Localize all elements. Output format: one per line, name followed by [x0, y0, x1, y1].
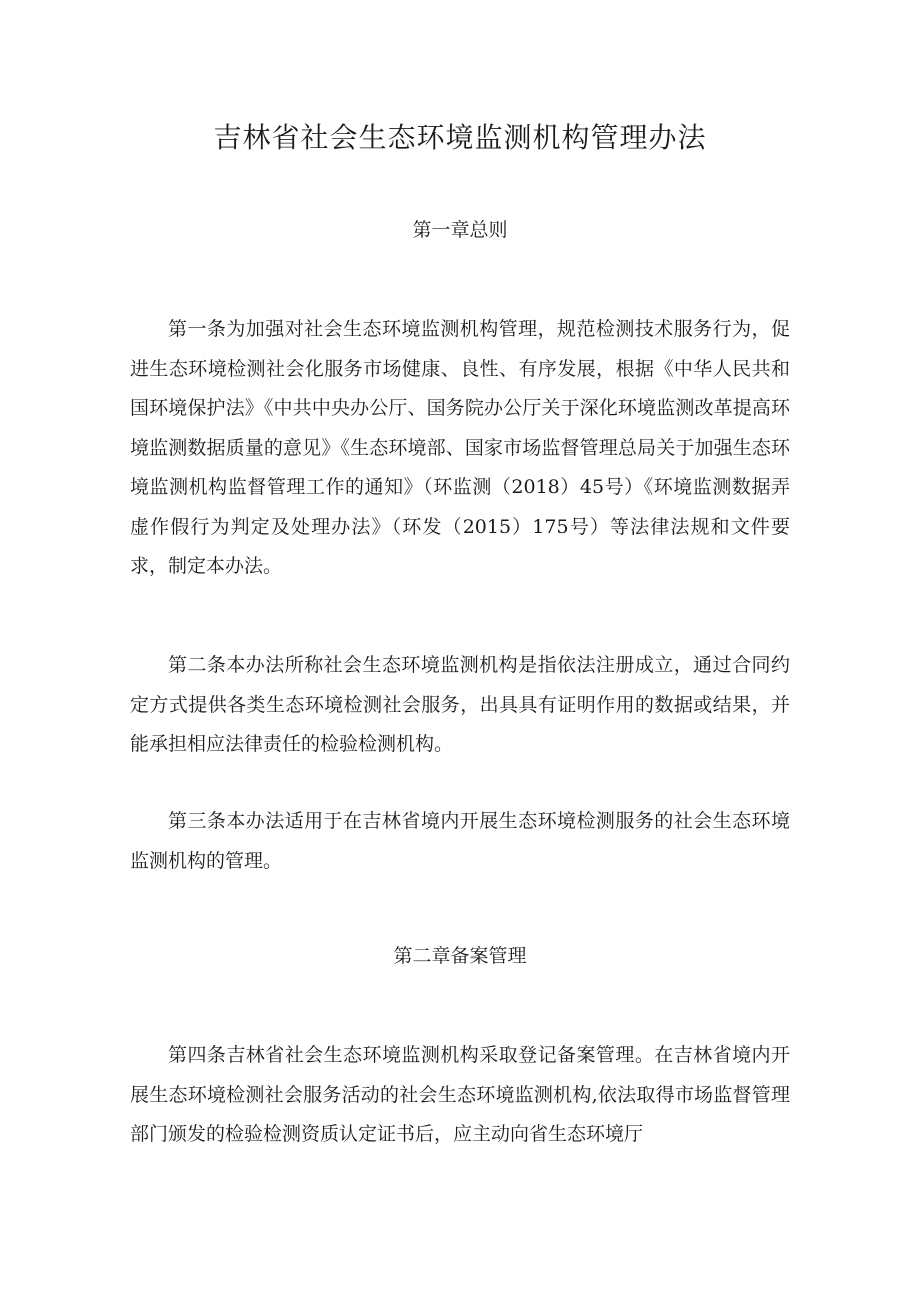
- article-paragraph: 第四条吉林省社会生态环境监测机构采取登记备案管理。在吉林省境内开展生态环境检测社会服务活动的社会生态环境监测机构,依法取得市场监督管理部门颁发的检验检测资质认定证书后，应主动向省生态环境厅: [130, 1044, 790, 1145]
- chapter-heading: 第二章备案管理: [393, 945, 527, 967]
- document-title: 吉林省社会生态环境监测机构管理办法: [213, 121, 707, 154]
- article-paragraph: 第一条为加强对社会生态环境监测机构管理，规范检测技术服务行为，促进生态环境检测社会化服务市场健康、良性、有序发展，根据《中华人民共和国环境保护法》《中共中央办公厅、国务院办公厅关于深化环境监测改革提高环境监测数据质量的意见》《生态环境部、国家市场监督管理总局关于加强生态环境监测机构监督管理工作的通知》（环监测（2018）45号）《环境监测数据弄虚作假行为判定及处理办法》（环发（2015）175号）等法律法规和文件要求，制定本办法。: [130, 318, 790, 577]
- article-paragraph: 第三条本办法适用于在吉林省境内开展生态环境检测服务的社会生态环境监测机构的管理。: [130, 810, 790, 872]
- chapter-heading: 第一章总则: [412, 219, 508, 241]
- article-paragraph: 第二条本办法所称社会生态环境监测机构是指依法注册成立，通过合同约定方式提供各类生态环境检测社会服务，出具具有证明作用的数据或结果，并能承担相应法律责任的检验检测机构。: [130, 654, 790, 755]
